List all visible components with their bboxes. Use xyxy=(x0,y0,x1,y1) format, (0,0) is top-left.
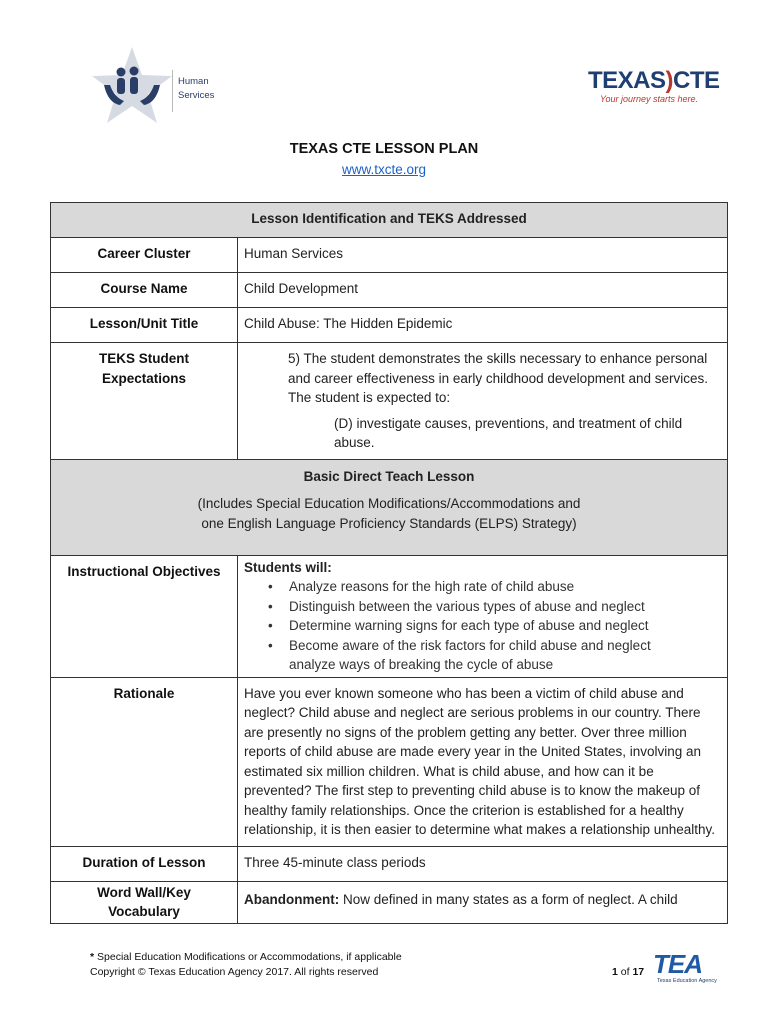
list-item: • Determine warning signs for each type of abuse and neglect xyxy=(244,616,721,636)
objectives-label: Instructional Objectives xyxy=(51,555,238,677)
vocabulary-value xyxy=(238,881,728,923)
table-row xyxy=(51,459,728,555)
duration-label: Duration of Lesson xyxy=(51,846,238,881)
list-item: • Become aware of the risk factors for child abuse and neglect xyxy=(244,636,721,656)
lesson-plan-table xyxy=(50,202,728,924)
vocabulary-label: Word Wall/Key Vocabulary xyxy=(51,881,238,923)
course-name-value: Child Development xyxy=(238,273,728,308)
table-row xyxy=(51,846,728,881)
teks-value xyxy=(238,343,728,460)
human-services-logo-text: Human Services xyxy=(178,76,215,101)
page-title: TEXAS CTE LESSON PLAN xyxy=(289,141,479,157)
footnote: * Special Education Modifications or Accommodations, if applicable Copyright © Texas Education Agency 2017. All rights reserved xyxy=(90,951,402,978)
lesson-title-label: Lesson/Unit Title xyxy=(51,308,238,343)
human-services-logo xyxy=(90,45,220,125)
copyright: Copyright © Texas Education Agency 2017. All rights reserved xyxy=(90,966,379,978)
teks-statement: 5) The student demonstrates the skills necessary to enhance personal and career effectiveness in early childhood development and services. The student is expected to: xyxy=(288,351,708,405)
objectives-value: Students will: • Analyze reasons for the high rate of child abuse • Distinguish between the various types of abuse and neglect • Determine warning signs for each type of abuse and neglect • Become aware of the risk factors for child abuse and neglect analyze ways of breaking the cycle of abuse xyxy=(238,555,728,677)
teks-expectation: (D) investigate causes, preventions, and treatment of child abuse. xyxy=(334,415,683,450)
section-header: Lesson Identification and TEKS Addressed xyxy=(51,203,728,238)
career-cluster-label: Career Cluster xyxy=(51,238,238,273)
rationale-text: Have you ever known someone who has been a victim of child abuse and neglect? Child abuse and neglect are serious problems in our country. There are presently no signs of the problem getting any better. Over three million reports of child abuse are made every year in the United States, involving an estimated six million children. What is child abuse, and how can it be prevented? The first step to preventing child abuse is to know the makeup of healthy family relationships. Once the criterion is established for a healthy relationship, it is then easier to determine what makes a relationship unhealthy. xyxy=(238,677,728,846)
lesson-title-value: Child Abuse: The Hidden Epidemic xyxy=(238,308,728,343)
website-link[interactable]: www.txcte.org xyxy=(341,162,427,177)
table-row xyxy=(51,238,728,273)
table-row xyxy=(51,273,728,308)
tea-logo: TEA Texas Education Agency xyxy=(653,949,717,984)
vocabulary-term: Abandonment: xyxy=(244,891,340,907)
objectives-list xyxy=(244,577,721,655)
list-item-continuation: analyze ways of breaking the cycle of abuse xyxy=(289,657,554,672)
logo-divider xyxy=(172,70,173,112)
table-row xyxy=(51,677,728,846)
texas-cte-logo xyxy=(588,67,720,118)
vocabulary-definition: Now defined in many states as a form of neglect. A child xyxy=(339,891,678,907)
table-row xyxy=(51,555,728,677)
course-name-label: Course Name xyxy=(51,273,238,308)
table-row xyxy=(51,881,728,923)
texas-cte-wordmark: TEXAS)CTE xyxy=(588,67,720,94)
texas-cte-tagline: Your journey starts here. xyxy=(600,94,699,104)
career-cluster-value: Human Services xyxy=(238,238,728,273)
star-people-icon xyxy=(90,45,174,125)
table-row xyxy=(51,203,728,238)
list-item: • Analyze reasons for the high rate of child abuse xyxy=(244,577,721,597)
section-header: Basic Direct Teach Lesson (Includes Special Education Modifications/Accommodations and one English Language Proficiency Standards (ELPS) Strategy) xyxy=(51,459,728,555)
rationale-label: Rationale xyxy=(51,677,238,846)
list-item: • Distinguish between the various types of abuse and neglect xyxy=(244,597,721,617)
duration-value: Three 45-minute class periods xyxy=(238,846,728,881)
page-number: 1 of 17 xyxy=(612,966,645,978)
table-row xyxy=(51,343,728,460)
teks-label: TEKS Student Expectations xyxy=(51,343,238,460)
table-row xyxy=(51,308,728,343)
star-swoosh-icon: ) xyxy=(665,67,674,94)
